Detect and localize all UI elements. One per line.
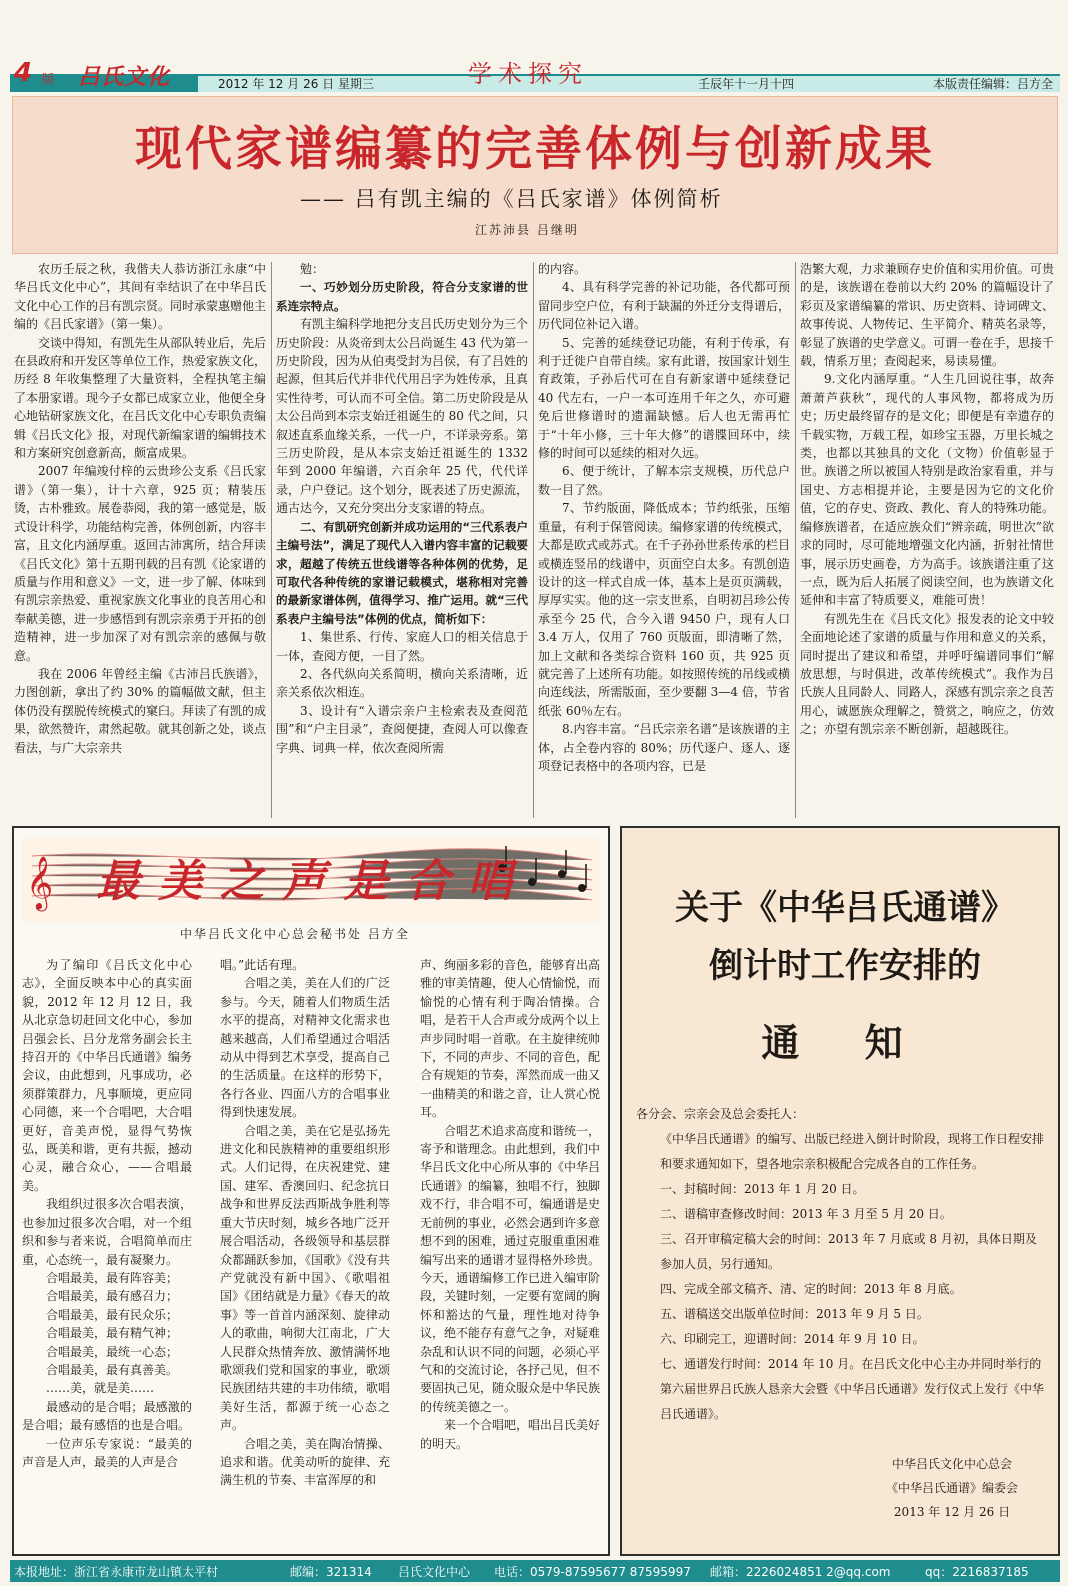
notice-item: 四、完成全部文稿齐、清、定的时间：2013 年 8 月底。 [660, 1282, 962, 1296]
column-divider [271, 262, 272, 818]
notice-item: 三、召开审稿定稿大会的时间：2013 年 7 月底或 8 月初，具体日期及参加人员，另行通知。 [660, 1232, 1037, 1271]
footer [10, 1563, 1060, 1581]
notice-item: 六、印刷完工，迎谱时间：2014 年 9 月 10 日。 [660, 1332, 925, 1346]
paragraph: 合唱艺术追求高度和谐统一，寄予和谐理念。由此想到，我们中华吕氏文化中心所从事的《中华吕氏通谱》的编纂，独唱不行，独脚戏不行，非合唱不可，编通谱是史无前例的事业，必然会遇到许多意想不到的困难，通过克服重重困难编写出来的通谱才显得格外珍贵。今天，通谱编修工作已进入编审阶段，关键时刻，一定要有宽阔的胸怀和豁达的气量，理性地对待争议，绝不能存有意气之争，对疑难杂乱和认识不同的问题，必须心平气和的交流讨论，各抒己见，但不要固执己见，随众服众是中华民族的传统美德之一。 [420, 1123, 600, 1414]
paragraph: 4、具有科学完善的补记功能，各代都可预留同步空户位，有利于缺漏的外迁分支得谱后，历代同位补记入谱。 [538, 280, 790, 332]
paragraph: 7、节约版面，降低成本；节约纸张，压缩重量，有利于保管阅读。编修家谱的传统模式，大都是欧式或苏式。在千子孙孙世系传承的栏目或横连竖吊的线谱中，页面空白太多。有凯创造设计的这一样式自成一体，基本上是页页满载，厚厚实实。他的这一宗支世系，自明初吕珍公传承至今 25 代，合今入谱 9450 户，现有人口 3.4 万人，仅用了 760 页版面，即清晰了然，加上文献和各类综合资料 160 页，共 925 页就完善了上述所有功能。如按照传统的吊线或横向连线法，所需版面，至少要翻 3—4 倍，节省纸张 60％左右。 [538, 501, 790, 718]
footer-email: 邮箱：2226024851 2@qq.com [710, 1565, 891, 1579]
lunar-date: 壬辰年十一月十四 [698, 77, 795, 91]
column-divider [533, 262, 534, 818]
paragraph: 来一个合唱吧，唱出吕氏美好的明天。 [420, 1418, 600, 1451]
issue-date: 2012 年 12 月 26 日 星期三 [218, 77, 374, 91]
notice-body [636, 1102, 1046, 1427]
column-divider [795, 262, 796, 818]
paragraph: 的内容。 [538, 262, 587, 276]
paragraph: 2、各代纵向关系简明，横向关系清晰，近亲关系依次相连。 [276, 666, 528, 700]
paragraph: 为了编印《吕氏文化中心志》，全面反映本中心的真实面貌，2012 年 12 月 12 日，我从北京急切赶回文化中心，参加吕强会长、吕分龙常务副会长主持召开的《中华吕氏通谱》编务会议，由此想到，凡事成功，必须群策群力，凡事顺境，更应同心同德，来一个合唱吧，大合唱更好，音美声悦，显得气势恢弘，既美和谐，更有共振，撼动心灵，融合众心，——合唱最美。 [22, 958, 192, 1193]
footer-address: 本报地址：浙江省永康市龙山镇太平村 [14, 1565, 219, 1579]
paragraph: 最感动的是合唱；最感激的是合唱；最有感悟的也是合唱。 [22, 1399, 192, 1433]
paragraph: 9.文化内涵厚重。“人生几回说往事，故奔萧萧芦荻秋”，现代的人事风物，都将成为历史；历史最终留存的是文化；即便是有幸遗存的千载实物，万载工程，如珍宝玉器，万里长城之类，也都以其独具的文化（文物）价值彰显于世。族谱之所以被国人特别是政治家看重，并与国史、方志相提并论，主要是因为它的文化价值，它的存史、资政、教化、育人的特殊功能。编修族谱者，在适应族众们“辨亲疏，明世次”欲求的同时，尽可能地增强文化内涵，折射社情世事，展示历史画卷，方为高手。该族谱注重了这一点，既为后人拓展了阅读空间，也为族谱文化延伸和丰富了特质要义，难能可贵！ [800, 372, 1054, 608]
footer-phone: 电话：0579-87595677 87595997 [494, 1565, 691, 1579]
footer-center: 吕氏文化中心 [398, 1565, 471, 1579]
paragraph: 浩繁大观，力求兼顾存史价值和实用价值。可贵的是，该族谱在卷前以大约 20% 的篇幅设计了彩页及家谱编纂的常识、历史资料、诗词碑文、故事传说、人物传记、生平简介、精英名录等，彰显了族谱的史学意义。可谓一卷在手，思接千载，情系万里；查阅起来，易读易懂。 [800, 262, 1054, 369]
notice-item: 五、谱稿送交出版单位时间：2013 年 9 月 5 日。 [660, 1307, 929, 1321]
treble-clef-icon: 𝄞 [26, 855, 54, 909]
article-title: 现代家谱编纂的完善体例与创新成果 [135, 122, 935, 177]
notice-title-line-2: 倒计时工作安排的 [709, 946, 981, 986]
article-column-2 [276, 260, 528, 820]
paragraph: 有凯主编科学地把分支吕氏历史划分为三个历史阶段：从炎帝到太公吕尚诞生 43 代为第一历史阶段，因为从伯夷受封为吕侯，有了吕姓的起源，但其后代并非代代用吕字为姓传承，且真实性待考，可认而不可全信。第二历史阶段是从太公吕尚到本宗支始迁祖诞生的 80 代之间，只叙述直系血缘关系，一代一户，不详录旁系。第三历史阶段，是从本宗支始迁祖诞生的 1332 年到 2000 年编谱，六百余年 25 代，代代详录，户户登记。这个划分，既表述了历史源流，通古达今，又充分突出分支家谱的特点。 [276, 317, 528, 516]
paragraph: 我组织过很多次合唱表演，也参加过很多次合唱，对一个组织和参与者来说，合唱简单而庄重，心态统一，最有凝聚力。 [22, 1197, 192, 1267]
signature-org-2: 《中华吕氏通谱》编委会 [885, 1481, 1018, 1495]
paragraph: 6、便于统计，了解本宗支规模，历代总户数一目了然。 [538, 464, 790, 497]
paragraph: 合唱最美，最有真善美。 [46, 1362, 179, 1377]
paragraph: 合唱之美，美在陶冶情操、追求和谐。优美动听的旋律、充满生机的节奏、丰富浑厚的和 [220, 1436, 390, 1488]
paragraph: 1、集世系、行传、家庭人口的相关信息于一体，查阅方便，一目了然。 [276, 630, 528, 663]
paragraph: 合唱之美，美在它是弘扬先进文化和民族精神的重要组织形式。人们记得，在庆祝建党、建国、建军、香澳回归、纪念抗日战争和世界反法西斯战争胜利等重大节庆时刻，城乡各地广泛开展合唱活动，各级领导和基层群众都踊跃参加，《国歌》《没有共产党就没有新中国》、《歌唱祖国》《团结就是力量》《春天的故事》等一首首内涵深刻、旋律动人的歌曲，响彻大江南北，广大人民群众热情奔放、激情满怀地歌颂我们党和国家的事业，歌颂民族团结共建的丰功伟绩，歌唱美好生活，都源于统一心态之声。 [220, 1123, 390, 1433]
paragraph: 农历壬辰之秋，我偕夫人恭访浙江永康“中华吕氏文化中心”，其间有幸结识了在中华吕氏文化中心工作的吕有凯宗贤。同时承蒙惠赠他主编的《吕氏家谱》（第一集）。 [14, 262, 266, 332]
essay-byline: 中华吕氏文化中心总会秘书处 吕方全 [180, 927, 410, 941]
paragraph: 2007 年编竣付梓的云贵珍公支系《吕氏家谱》（第一集），计十六章，925 页；精装压烫，古朴雅致。展卷恭阅，我的第一感觉是，版式设计科学，功能结构完善，体例创新，内容丰富，且文化内涵厚重。返回古沛寓所，结合拜读《吕氏文化》第十五期刊载的吕有凯《论家谱的质量与作用和意义》一文，进一步了解、体味到有凯宗亲热爱、重视家族文化事业的良苦用心和奉献美德，进一步感悟到有凯宗亲勇于开拓的创造精神，进一步加深了对有凯宗亲的感佩与敬意。 [14, 464, 266, 663]
page-suffix: 版 [42, 72, 55, 86]
notice-title-line-3: 通 知 [761, 1021, 929, 1065]
article-column-3 [538, 260, 790, 820]
paragraph: 交谈中得知，有凯先生从部队转业后，先后在县政府和开发区等单位工作，热爱家族文化，历经 8 年收集整理了大量资料，全程执笔主编了本册家谱。现今子女都已成家立业，他便全身心地钻研家族文化，在吕氏文化中心专职负责编辑《吕氏文化》报，对现代新编家谱的编辑技术和方案研究创意新高，颇富成果。 [14, 335, 266, 461]
notice-items [636, 1177, 1046, 1427]
essay-column-2 [220, 956, 390, 1552]
article-column-1 [14, 260, 266, 820]
paper-name: 吕氏文化 [78, 65, 171, 90]
paragraph: 合唱最美，最有精气神； [46, 1326, 179, 1341]
article-subtitle: —— 吕有凯主编的《吕氏家谱》体例简析 [300, 187, 723, 211]
paragraph: 勉： [300, 262, 325, 276]
footer-postcode: 邮编：321314 [290, 1565, 372, 1579]
paragraph: 一位声乐专家说：“最美的声音是人声，最美的人声是合 [22, 1436, 192, 1469]
essay-column-3 [420, 956, 600, 1552]
paragraph: 合唱最美，最统一心态； [46, 1344, 179, 1359]
paragraph: 8.内容丰富。“吕氏宗亲名谱”是该族谱的主体，占全卷内容的 80%；历代逐户、逐人、逐项登记表格中的各项内容，已是 [538, 722, 790, 773]
paragraph: 二、有凯研究创新并成功运用的“三代系表户主编号法”，满足了现代人入谱内容丰富的记载要求，超越了传统五世线谱等各种体例的优势，足可取代各种传统的家谱记载模式，堪称相对完善的最新家谱体例，值得学习、推广运用。就“三代系表户主编号法”体例的优点，简析如下： [276, 519, 528, 626]
essay-title: 最美之声是合唱 [96, 856, 530, 907]
paragraph: 5、完善的延续登记功能，有利于传承，有利于迁徙户自带自续。家有此谱，按国家计划生育政策，子孙后代可在自有新家谱中延续登记 40 代左右，一户一本可连用千年之久，亦可避免后世修谱时的遗漏缺憾。后人也无需再忙于“十年小修，三十年大修”的谱牒回环中，续修的时间可以延续的相对久远。 [538, 335, 790, 461]
notice-title-line-1: 关于《中华吕氏通谱》 [675, 888, 1015, 928]
column-name: 学术探究 [468, 60, 588, 88]
header-info-bar [198, 76, 1060, 92]
notice-item: 一、封稿时间：2013 年 1 月 20 日。 [660, 1182, 865, 1196]
signature-date: 2013 年 12 月 26 日 [893, 1505, 1011, 1519]
signature-org-1: 中华吕氏文化中心总会 [891, 1457, 1012, 1471]
paragraph: 合唱之美，美在人们的广泛参与。今天，随着人们物质生活水平的提高，对精神文化需求也越来越高，人们希望通过合唱活动从中得到艺术享受，提高自己的生活质量。在这样的形势下，各行各业、四面八方的合唱事业得到快速发展。 [220, 976, 390, 1120]
paragraph: 合唱最美，最有民众乐； [46, 1307, 179, 1322]
notice-item: 二、谱稿审查修改时间：2013 年 3 月至 5 月 20 日。 [660, 1207, 952, 1221]
notice-intro: 《中华吕氏通谱》的编写、出版已经进入倒计时阶段，现将工作日程安排和要求通知如下，望各地宗亲积极配合完成各自的工作任务。 [660, 1132, 1045, 1171]
article-author: 江苏沛县 吕继明 [475, 223, 579, 237]
masthead [0, 0, 1068, 96]
page-number: 4 [14, 58, 33, 88]
editor-credit: 本版责任编辑：吕方全 [933, 77, 1054, 91]
paragraph: 合唱最美，最有感召力； [46, 1289, 179, 1304]
paragraph: 声、绚丽多彩的音色，能够育出高雅的审美情趣，使人心情愉悦，而愉悦的心情有利于陶冶情操。合唱，是若干人合声或分成两个以上声步同时唱一首歌。在主旋律统帅下，不同的声步、不同的音色，配合有规矩的节奏，浑然而成一曲又一曲精美的和谐之音，让人赏心悦耳。 [420, 958, 600, 1120]
notice-greeting: 各分会、宗亲会及总会委托人： [636, 1107, 805, 1121]
paragraph: 我在 2006 年曾经主编《古沛吕氏族谱》，力图创新，拿出了约 30% 的篇幅做文献，但主体仍没有摆脱传统模式的窠臼。拜读了有凯的成果，欲然赞许，肃然起敬。就其创新之处，谈点看法，与广大宗亲共 [14, 666, 266, 755]
paragraph: ……美，就是美…… [46, 1381, 155, 1396]
paragraph: 合唱最美，最有阵容美； [46, 1270, 179, 1285]
paragraph: 有凯先生在《吕氏文化》报发表的论文中较全面地论述了家谱的质量与作用和意义的关系，同时提出了建议和希望，并呼吁编谱同事们“解放思想，与时俱进，改革传统模式”。我作为吕氏族人且同龄人、同路人，深感有凯宗亲之良苦用心，诚愿族众理解之，赞赏之，响应之，仿效之；亦望有凯宗亲不断创新，超越既往。 [800, 611, 1054, 737]
paragraph: 一、巧妙划分历史阶段，符合分支家谱的世系连宗特点。 [276, 280, 528, 313]
notice-signature [862, 1452, 1042, 1524]
paragraph: 唱。”此话有理。 [220, 958, 305, 972]
notice-item: 七、通谱发行时间：2014 年 10 月。在吕氏文化中心主办并同时举行的第六届世界吕氏族人恳亲大会暨《中华吕氏通谱》发行仪式上发行《中华吕氏通谱》。 [660, 1357, 1045, 1421]
article-column-4 [800, 260, 1054, 820]
footer-qq: qq：2216837185 [925, 1565, 1029, 1579]
essay-column-1 [22, 956, 192, 1552]
paragraph: 3、设计有“入谱宗亲户主检索表及查阅范围”和“户主目录”，查阅便捷，查阅人可以像查字典、词典一样，依次查阅所需 [276, 703, 528, 755]
